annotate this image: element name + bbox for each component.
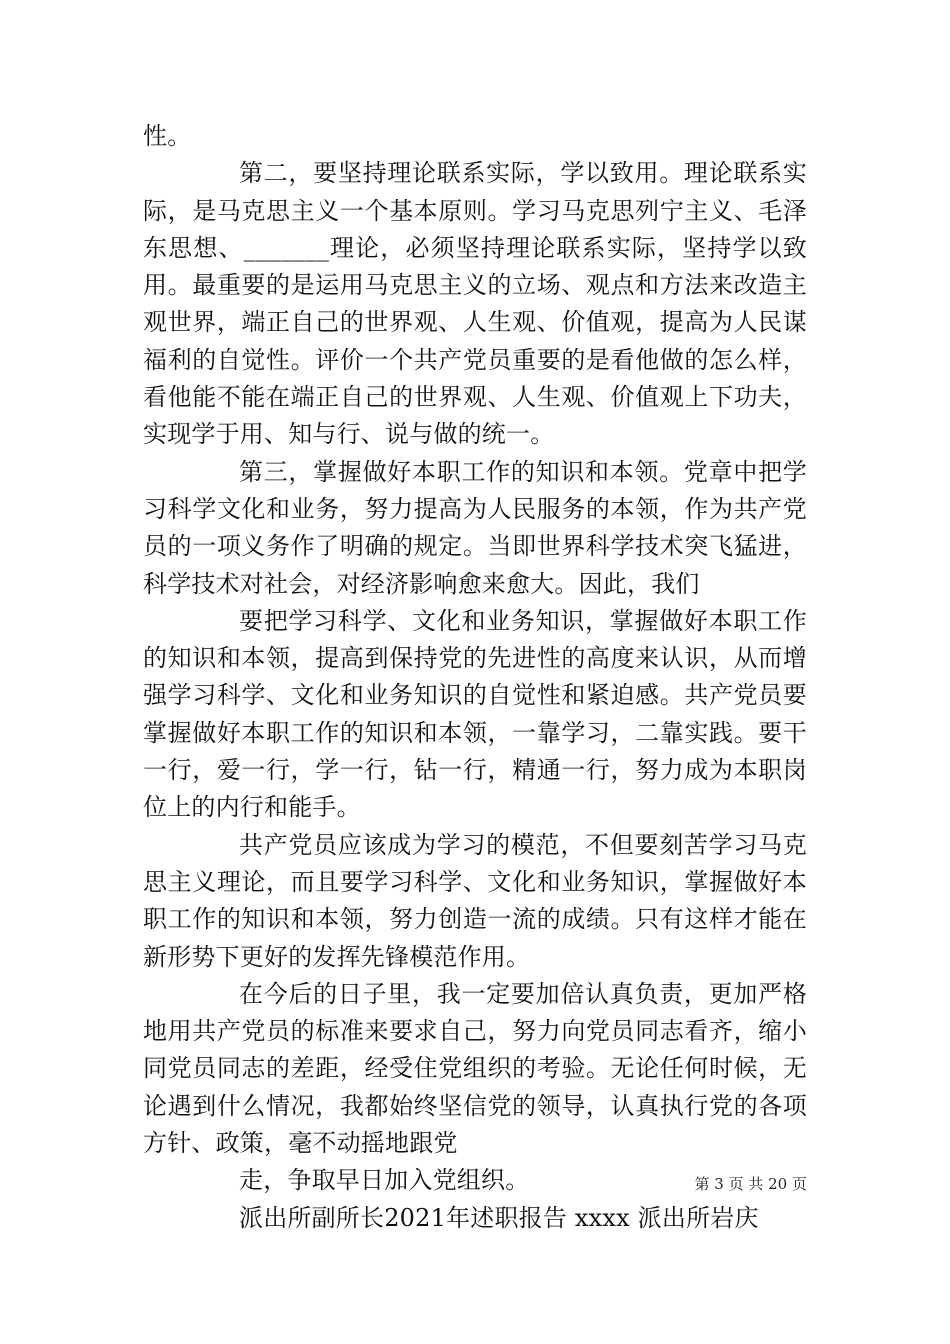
paragraph-closing: 走，争取早日加入党组织。 bbox=[239, 1166, 530, 1195]
paragraph-continuation: 性。 bbox=[143, 122, 192, 150]
document-body bbox=[143, 118, 807, 1237]
paragraph-commitment: 在今后的日子里，我一定要加倍认真负责，更加严格地用共产党员的标准来要求自己，努力向党员同志看齐，缩小同党员同志的差距，经受住党组织的考验。无论任何时候，无论遇到什么情况，我都始终坚信党的领导，认真执行党的各项方针、政策，毫不动摇地跟党 bbox=[143, 979, 807, 1158]
paragraph-second-point: 第二，要坚持理论联系实际，学以致用。理论联系实际，是马克思主义一个基本原则。学习马克思列宁主义、毛泽东思想、_______理论，必须坚持理论联系实际，坚持学以致用。最重要的是运用马克思主义的立场、观点和方法来改造主观世界，端正自己的世界观、人生观、价值观，提高为人民谋福利的自觉性。评价一个共产党员重要的是看他做的怎么样，看他能不能在端正自己的世界观、人生观、价值观上下功夫，实现学于用、知与行、说与做的统一。 bbox=[143, 159, 807, 449]
paragraph-model: 共产党员应该成为学习的模范，不但要刻苦学习马克思主义理论，而且要学习科学、文化和业务知识，掌握做好本职工作的知识和本领，努力创造一流的成绩。只有这样才能在新形势下更好的发挥先锋模范作用。 bbox=[143, 830, 807, 971]
paragraph-report-title: 派出所副所长2021年述职报告 xxxx 派出所岩庆 bbox=[239, 1203, 759, 1232]
page-number: 第 3 页 共 20 页 bbox=[694, 1175, 807, 1193]
paragraph-knowledge: 要把学习科学、文化和业务知识，掌握做好本职工作的知识和本领，提高到保持党的先进性的高度来认识，从而增强学习科学、文化和业务知识的自觉性和紧迫感。共产党员要掌握做好本职工作的知识和本领，一靠学习，二靠实践。要干一行，爱一行，学一行，钻一行，精通一行，努力成为本职岗位上的内行和能手。 bbox=[143, 606, 807, 822]
paragraph-third-point: 第三，掌握做好本职工作的知识和本领。党章中把学习科学文化和业务，努力提高为人民服务的本领，作为共产党员的一项义务作了明确的规定。当即世界科学技术突飞猛进，科学技术对社会，对经济影响愈来愈大。因此，我们 bbox=[143, 457, 807, 598]
